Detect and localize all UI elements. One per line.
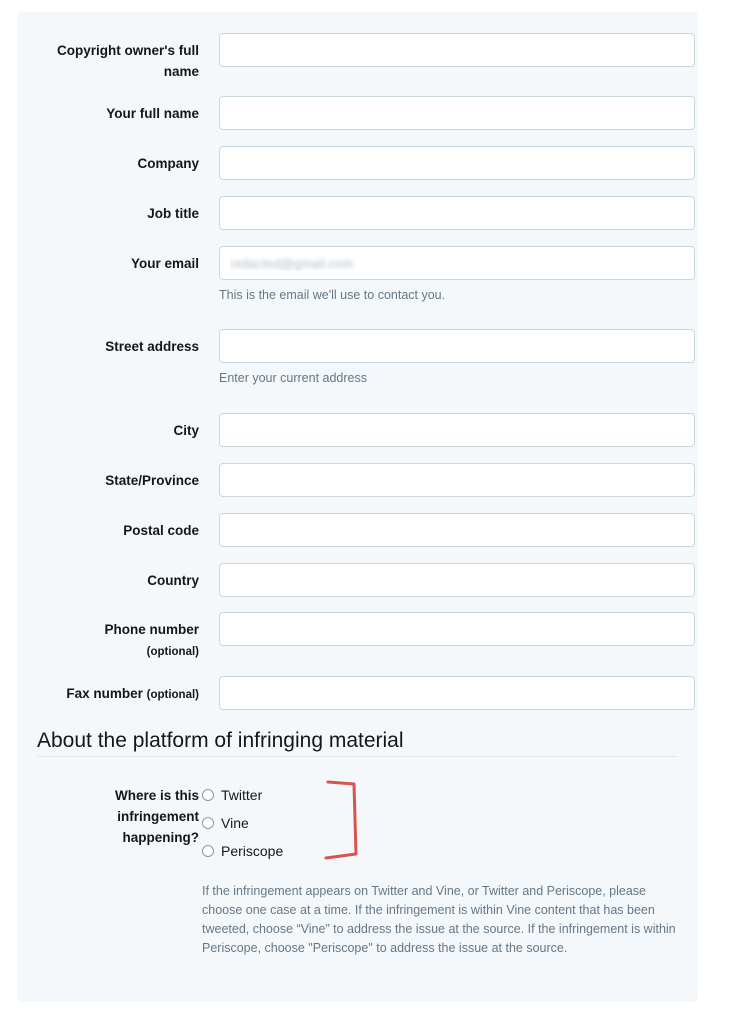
radio-periscope-label: Periscope <box>221 843 284 859</box>
radio-vine-circle[interactable] <box>202 817 214 829</box>
email-label: Your email <box>130 256 199 271</box>
company-input[interactable] <box>219 146 695 180</box>
radio-periscope-circle[interactable] <box>202 845 214 857</box>
street-address-label: Street address <box>105 339 199 354</box>
full-name-input[interactable] <box>219 96 695 130</box>
street-address-input[interactable] <box>219 329 695 363</box>
copyright-owner-label: Copyright owner's full name <box>57 43 199 79</box>
state-label: State/Province <box>105 473 199 488</box>
email-help-text: This is the email we'll use to contact you. <box>219 288 446 302</box>
postal-code-label: Postal code <box>123 523 199 538</box>
city-label: City <box>173 423 199 438</box>
phone-input[interactable] <box>219 612 695 646</box>
radio-twitter-circle[interactable] <box>202 789 214 801</box>
radio-option-twitter[interactable] <box>202 785 262 805</box>
fax-label: Fax number (optional) <box>66 686 199 701</box>
platform-note: If the infringement appears on Twitter and Vine, or Twitter and Periscope, please choose one case at a time. If the infringement is within Vine content that has been tweeted, choose “Vine” to address the issue at the source. If the infringement is within Periscope, choose "Periscope" to address the issue at the source. <box>202 884 676 955</box>
country-label: Country <box>147 573 199 588</box>
street-address-help-text: Enter your current address <box>219 371 367 385</box>
postal-code-input[interactable] <box>219 513 695 547</box>
city-input[interactable] <box>219 413 695 447</box>
job-title-label: Job title <box>147 206 199 221</box>
platform-question-label: Where is this infringement happening? <box>114 788 199 845</box>
state-input[interactable] <box>219 463 695 497</box>
email-input[interactable] <box>219 246 695 280</box>
fax-optional-tag: (optional) <box>146 689 199 701</box>
company-label: Company <box>137 156 199 171</box>
platform-section-title: About the platform of infringing material <box>37 729 404 752</box>
fax-input[interactable] <box>219 676 695 710</box>
red-bracket-annotation <box>318 778 368 864</box>
job-title-input[interactable] <box>219 196 695 230</box>
phone-label: Phone number (optional) <box>104 622 199 658</box>
country-input[interactable] <box>219 563 695 597</box>
section-divider <box>37 756 678 757</box>
copyright-owner-input[interactable] <box>219 33 695 67</box>
radio-option-periscope[interactable] <box>202 841 283 861</box>
radio-option-vine[interactable] <box>202 813 249 833</box>
radio-vine-label: Vine <box>221 815 249 831</box>
radio-twitter-label: Twitter <box>221 787 263 803</box>
full-name-label: Your full name <box>106 106 199 121</box>
phone-optional-tag: (optional) <box>146 646 199 658</box>
